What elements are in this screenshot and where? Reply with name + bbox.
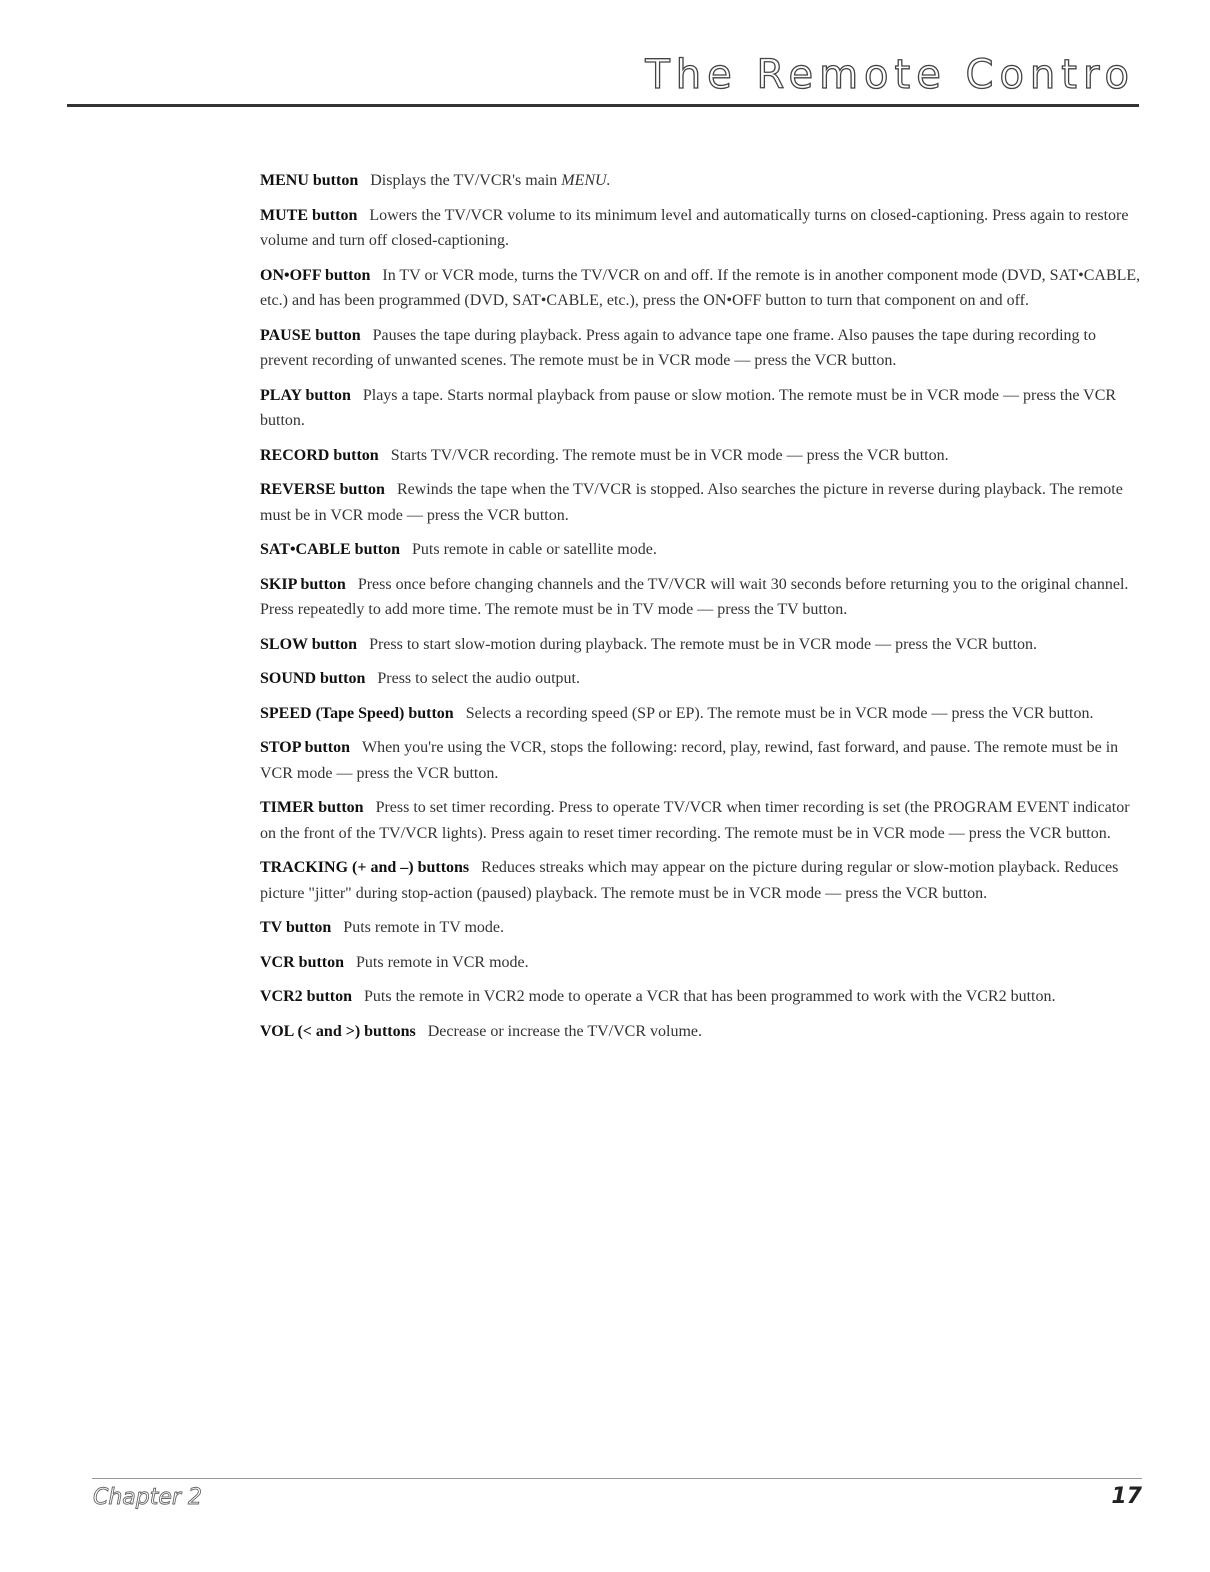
entry-term: SLOW button [260, 635, 358, 653]
entry-tv [260, 915, 1145, 941]
entry-desc: Puts remote in TV mode. [343, 919, 505, 936]
entry-on-off [260, 263, 1145, 314]
entry-term: VCR2 button [260, 988, 353, 1005]
entry-term: RECORD button [260, 446, 379, 464]
entry-skip [260, 572, 1145, 623]
entry-desc: When you're using the VCR, stops the following: record, play, rewind, fast forward, and pause. The remote must be in VCR mode — press the VCR button. [260, 739, 1119, 782]
entry-desc: Press once before changing channels and the TV/VCR will wait 30 seconds before returning you to the original channel. Press repeatedly to add more time. The remote must be in TV mode — press the TV button. [260, 575, 1129, 618]
entry-desc: Starts TV/VCR recording. The remote must be in VCR mode — press the VCR button. [390, 446, 949, 464]
entry-vcr [260, 950, 1145, 976]
entry-vcr2 [260, 984, 1145, 1010]
entry-tracking [260, 855, 1145, 906]
entry-term: MENU button [260, 172, 359, 189]
entry-term: SOUND button [260, 670, 366, 687]
entry-term: SPEED (Tape Speed) button [260, 704, 454, 722]
entry-desc: Press to select the audio output. [377, 670, 580, 687]
entry-mute [260, 203, 1145, 254]
entry-term: PLAY button [260, 386, 351, 404]
entry-desc: Puts the remote in VCR2 mode to operate a VCR that has been programmed to work with the VCR2 button. [364, 988, 1056, 1005]
entry-timer [260, 795, 1145, 846]
entry-record [260, 443, 1145, 469]
entry-term: ON•OFF button [260, 266, 371, 284]
entry-vol [260, 1019, 1145, 1045]
entry-sound [260, 666, 1145, 692]
entry-desc: Rewinds the tape when the TV/VCR is stopped. Also searches the picture in reverse during playback. The remote must be in VCR mode — press the VCR button. [260, 481, 1123, 524]
entry-desc: Press to start slow-motion during playback. The remote must be in VCR mode — press the VCR button. [369, 635, 1038, 653]
entry-desc: Decrease or increase the TV/VCR volume. [427, 1022, 703, 1040]
entry-term: TRACKING (+ and –) buttons [260, 859, 470, 876]
button-descriptions [260, 168, 1145, 1053]
entry-term: SKIP button [260, 575, 346, 593]
entry-stop [260, 735, 1145, 786]
entry-term: TIMER button [260, 799, 364, 816]
entry-sat-cable [260, 537, 1145, 563]
entry-desc: Puts remote in cable or satellite mode. [412, 541, 657, 558]
page-number: 17 [1111, 1484, 1142, 1509]
entry-term: MUTE button [260, 206, 358, 224]
entry-desc: In TV or VCR mode, turns the TV/VCR on and off. If the remote is in another component mode (DVD, SAT•CABLE, etc.) and has been programmed (DVD, SAT•CABLE, etc.), press the ON•OFF button to turn that component on and off. [260, 266, 1141, 309]
entry-slow [260, 632, 1145, 658]
entry-desc: Puts remote in VCR mode. [356, 953, 529, 971]
entry-desc: Lowers the TV/VCR volume to its minimum level and automatically turns on closed-captioning. Press again to restore volume and turn off closed-captioning. [260, 206, 1129, 249]
entry-reverse [260, 477, 1145, 528]
entry-term: PAUSE button [260, 326, 361, 344]
entry-term: STOP button [260, 739, 350, 756]
entry-desc: Press to set timer recording. Press to operate TV/VCR when timer recording is set (the PROGRAM EVENT indicator on the front of the TV/VCR lights). Press again to reset timer recording. The remote must be in VCR mode — press the VCR button. [260, 799, 1130, 842]
entry-term: REVERSE button [260, 481, 385, 498]
entry-play [260, 383, 1145, 434]
entry-term: SAT•CABLE button [260, 541, 401, 558]
entry-term: VCR button [260, 953, 345, 971]
entry-desc: Plays a tape. Starts normal playback from pause or slow motion. The remote must be in VCR mode — press the VCR button. [260, 386, 1117, 429]
entry-speed [260, 701, 1145, 727]
footer-divider [92, 1478, 1142, 1479]
header-divider [67, 104, 1139, 107]
entry-desc: Selects a recording speed (SP or EP). The remote must be in VCR mode — press the VCR button. [465, 704, 1094, 722]
entry-pause [260, 323, 1145, 374]
footer-chapter-label: Chapter 2 [93, 1485, 202, 1510]
entry-desc-italic: MENU. [561, 172, 611, 189]
entry-term: VOL (< and >) buttons [260, 1022, 416, 1040]
entry-menu [260, 168, 1145, 194]
page-header-title: The Remote Contro [645, 52, 1135, 98]
entry-desc: Displays the TV/VCR's main [370, 172, 562, 189]
entry-term: TV button [260, 919, 332, 936]
entry-desc: Pauses the tape during playback. Press again to advance tape one frame. Also pauses the tape during recording to prevent recording of unwanted scenes. The remote must be in VCR mode — press the VCR button. [260, 326, 1096, 369]
entry-desc: Reduces streaks which may appear on the picture during regular or slow-motion playback. Reduces picture "jitter" during stop-action (paused) playback. The remote must be in VCR mode — press the VCR button. [260, 859, 1119, 902]
